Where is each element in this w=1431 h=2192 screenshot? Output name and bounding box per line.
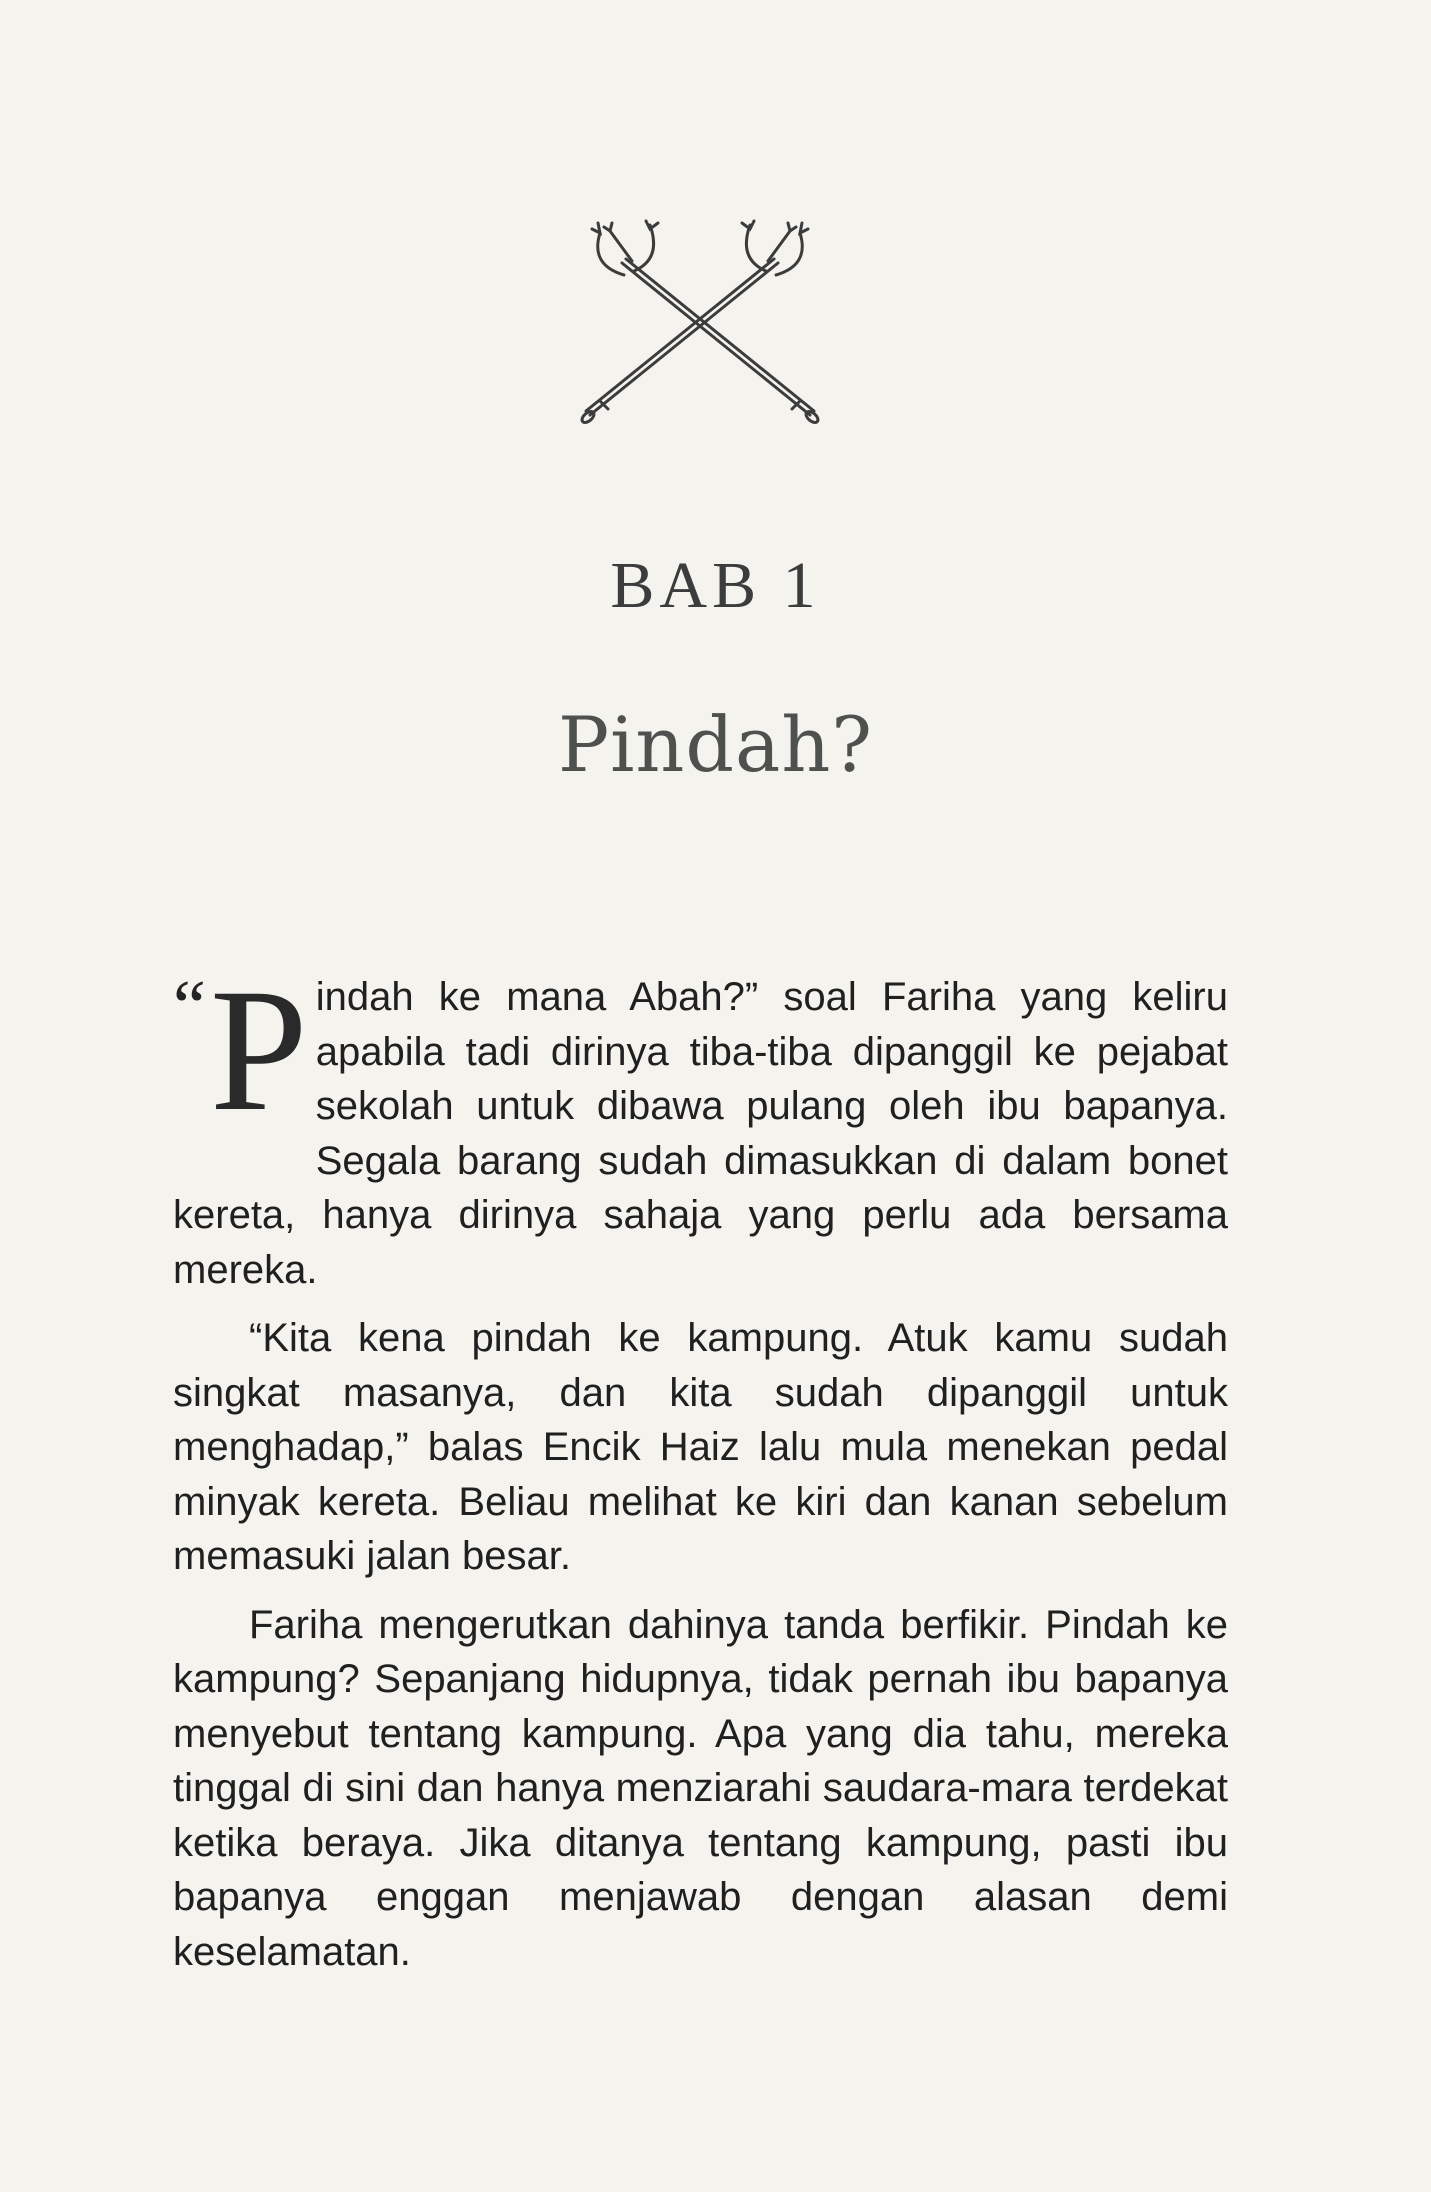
chapter-body <box>173 953 1228 1979</box>
crossed-tridents-icon <box>570 215 830 440</box>
paragraph-1 <box>173 953 1228 1297</box>
paragraph-3: Fariha mengerutkan dahinya tanda berfikir. Pindah ke kampung? Sepanjang hidupnya, tidak pernah ibu bapanya menyebut tentang kampung. Apa yang dia tahu, mereka tinggal di sini dan hanya menziarahi saudara-mara terdekat ketika beraya. Jika ditanya tentang kampung, pasti ibu bapanya enggan menjawab dengan alasan demi keselamatan. <box>173 1602 1228 1974</box>
paragraph-1-text: indah ke mana Abah?” soal Fariha yang keliru apabila tadi dirinya tiba-tiba dipanggil ke pejabat sekolah untuk dibawa pulang oleh ibu bapanya. Segala barang sudah dimasukkan di dalam bonet kereta, hanya dirinya sahaja yang perlu ada bersama mereka. <box>173 975 1228 1292</box>
opening-quote-mark: “ <box>173 966 206 1048</box>
chapter-title: Pindah? <box>557 700 874 789</box>
drop-cap-group <box>173 953 308 1148</box>
paragraph-2: “Kita kena pindah ke kampung. Atuk kamu sudah singkat masanya, dan kita sudah dipanggil untuk menghadap,” balas Encik Haiz lalu mula menekan pedal minyak kereta. Beliau melihat ke kiri dan kanan sebelum memasuki jalan besar. <box>173 1316 1228 1578</box>
drop-cap-letter: P <box>209 953 308 1148</box>
chapter-number: BAB 1 <box>610 549 821 622</box>
